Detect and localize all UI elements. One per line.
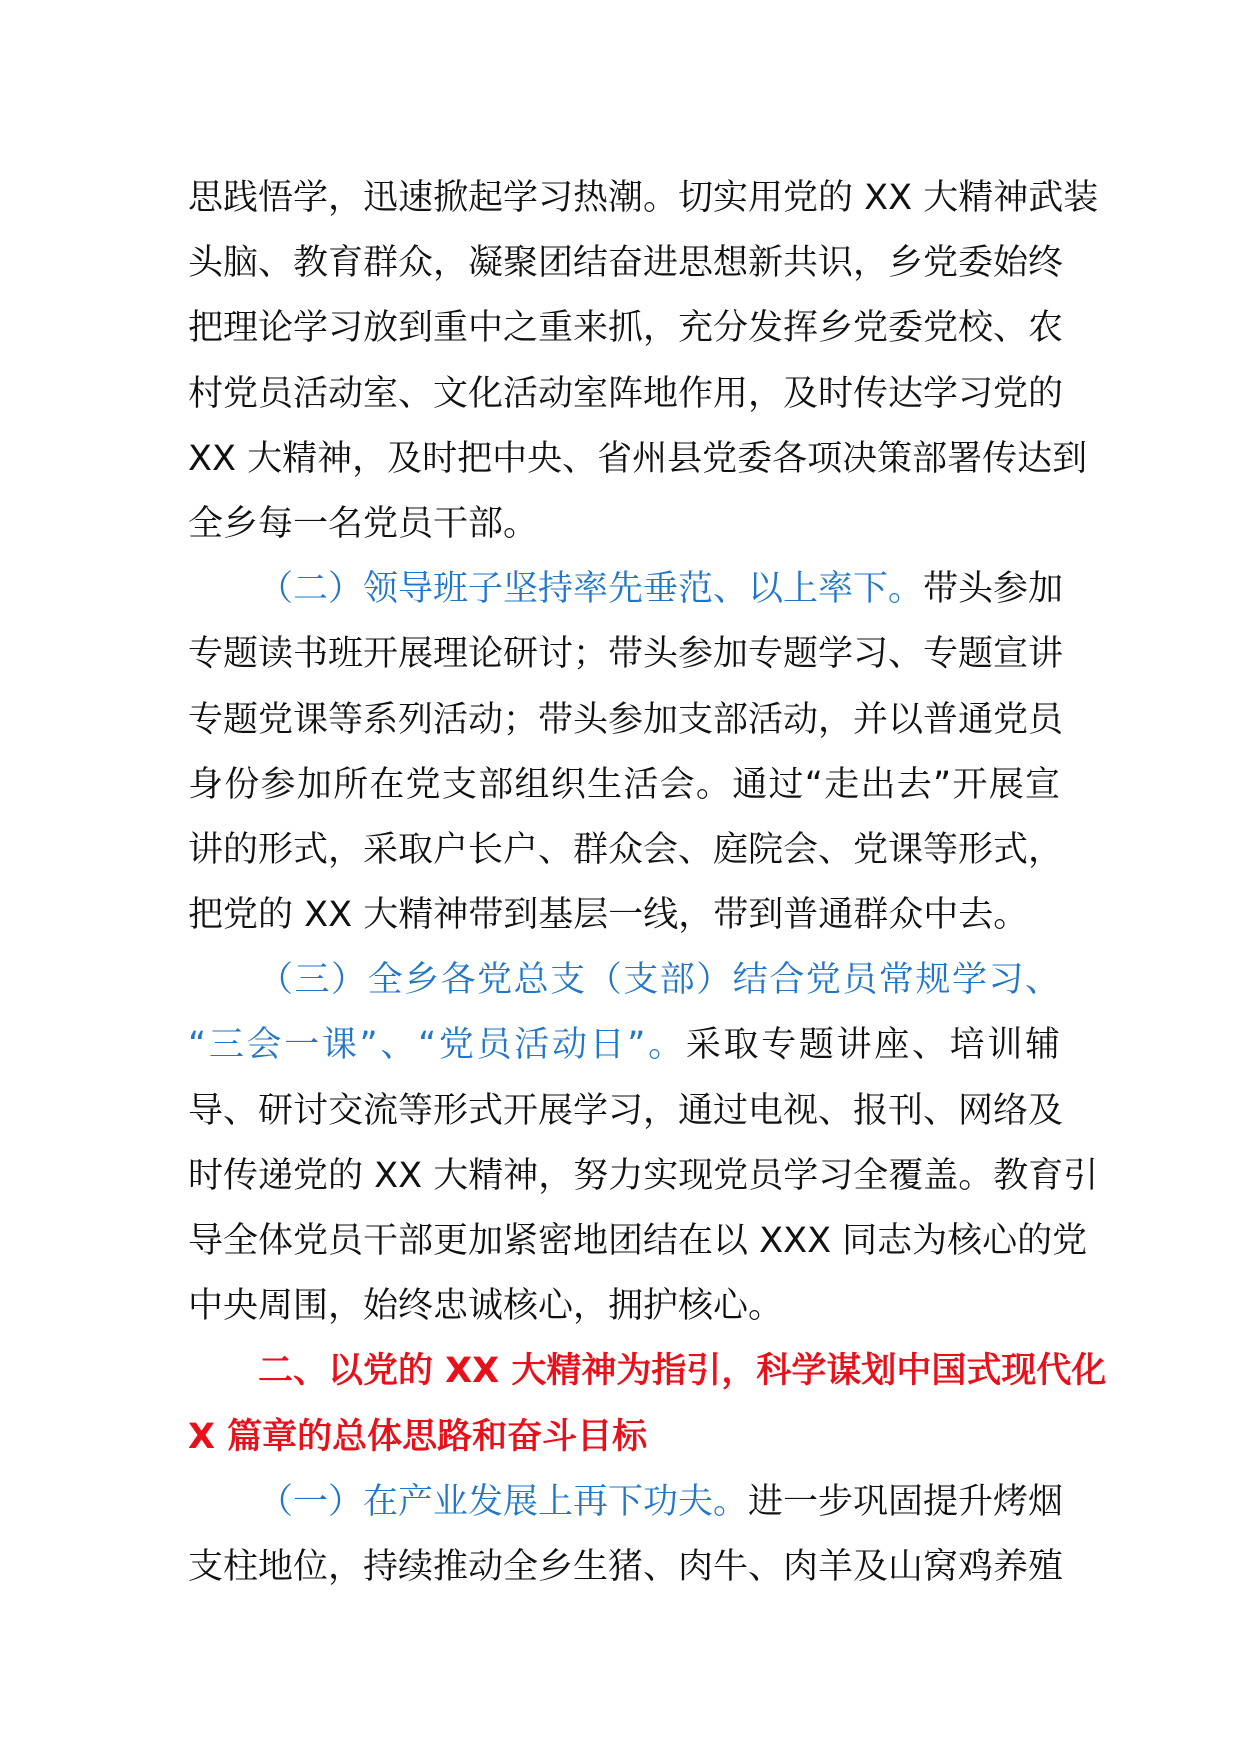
paragraph-line: 讲的形式，采取户长户、群众会、庭院会、党课等形式， xyxy=(188,829,1064,870)
subheading-line xyxy=(188,1013,1060,1078)
subheading-3-line-1: （三）全乡各党总支（支部）结合党员常规学习、 xyxy=(258,960,1060,1001)
document-body xyxy=(188,166,1107,1600)
subheading-line xyxy=(188,557,1064,622)
paragraph-text: 进一步巩固提升烤烟 xyxy=(748,1481,1064,1522)
paragraph-line: 把理论学习放到重中之重来抓，充分发挥乡党委党校、农 xyxy=(188,308,1064,349)
paragraph-text: 采取专题讲座、培训辅 xyxy=(685,1025,1060,1066)
paragraph-line: XX 大精神，及时把中央、省州县党委各项决策部署传达到 xyxy=(188,438,1088,479)
paragraph-line: 导、研讨交流等形式开展学习，通过电视、报刊、网络及 xyxy=(188,1090,1064,1131)
section-heading-line-2: X 篇章的总体思路和奋斗目标 xyxy=(188,1416,648,1457)
paragraph-line: 中央周围，始终忠诚核心，拥护核心。 xyxy=(188,1286,784,1327)
paragraph-line: 专题党课等系列活动；带头参加支部活动，并以普通党员 xyxy=(188,699,1064,740)
subheading-2: （二）领导班子坚持率先垂范、以上率下。 xyxy=(258,569,924,610)
paragraph-text: 带头参加 xyxy=(923,569,1064,610)
subheading-line xyxy=(188,1470,1064,1535)
paragraph-line: 专题读书班开展理论研讨；带头参加专题学习、专题宣讲 xyxy=(188,634,1064,675)
paragraph-line: 全乡每一名党员干部。 xyxy=(188,503,539,544)
paragraph-line: 支柱地位，持续推动全乡生猪、肉牛、肉羊及山窝鸡养殖 xyxy=(188,1546,1064,1587)
paragraph-line: 思践悟学，迅速掀起学习热潮。切实用党的 XX 大精神武装 xyxy=(188,178,1099,218)
paragraph-line: 时传递党的 XX 大精神，努力实现党员学习全覆盖。教育引 xyxy=(188,1155,1099,1196)
paragraph-line: 导全体党员干部更加紧密地团结在以 XXX 同志为核心的党 xyxy=(188,1221,1088,1261)
subheading-3-line-2: “三会一课”、“党员活动日”。 xyxy=(188,1025,686,1066)
paragraph-line: 村党员活动室、文化活动室阵地作用，及时传达学习党的 xyxy=(188,373,1064,414)
paragraph-line: 头脑、教育群众，凝聚团结奋进思想新共识，乡党委始终 xyxy=(188,243,1064,284)
section-heading-line-1: 二、以党的 XX 大精神为指引，科学谋划中国式现代化 xyxy=(258,1351,1107,1392)
paragraph-line: 把党的 XX 大精神带到基层一线，带到普通群众中去。 xyxy=(188,895,1029,936)
paragraph-line: 身份参加所在党支部组织生活会。通过“走出去”开展宣 xyxy=(188,764,1060,805)
subheading-1: （一）在产业发展上再下功夫。 xyxy=(258,1481,749,1522)
